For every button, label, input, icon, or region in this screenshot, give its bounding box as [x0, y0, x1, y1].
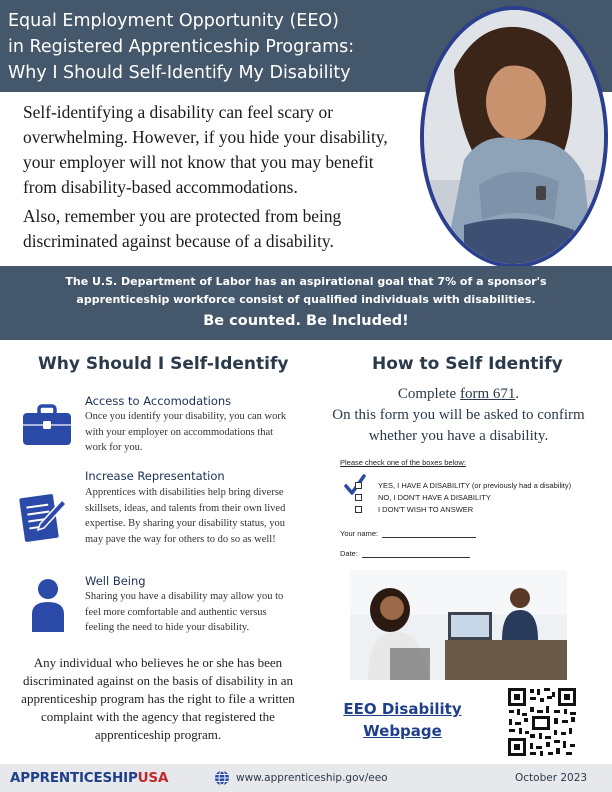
reason-title-well-being: Well Being [85, 574, 146, 588]
form-checkbox-no-answer [355, 506, 362, 513]
intro-paragraph-1: Self-identifying a disability can feel scary or overwhelming. However, if you hide your disability, your employer will not know that you may benefit from disability-based accommodations. [23, 102, 388, 197]
intro-text [23, 100, 408, 258]
form-option-no: NO, I DON'T HAVE A DISABILITY [378, 493, 491, 502]
goal-band [0, 266, 612, 340]
form-option-yes: YES, I HAVE A DISABILITY (or previously had a disability) [378, 481, 572, 490]
reason-title-accommodations: Access to Accomodations [85, 394, 232, 408]
form-name-label: Your name: [340, 529, 379, 538]
how-heading: How to Self Identify [372, 354, 563, 374]
form-option-no-answer: I DON'T WISH TO ANSWER [378, 505, 474, 514]
goal-slogan: Be counted. Be Included! [203, 313, 409, 329]
globe-icon [214, 770, 230, 786]
person-icon [30, 578, 66, 637]
reason-body-representation: Apprentices with disabilities help bring diverse skillsets, ideas, and talents from their own lived expertise. By sharing your disability status, you may pave the way for others to do so as well! [85, 487, 286, 545]
form-explanation: On this form you will be asked to confirm whether you have a disability. [332, 407, 585, 444]
eeo-link-line-2: Webpage [363, 722, 442, 740]
why-heading: Why Should I Self-Identify [38, 354, 289, 374]
form-name-line [382, 537, 476, 538]
qr-code[interactable] [506, 686, 578, 758]
title-line-1: Equal Employment Opportunity (EEO) [8, 11, 339, 31]
form-checkbox-no [355, 494, 362, 501]
form-671-link[interactable]: form 671 [459, 386, 516, 402]
document-pen-icon [18, 492, 68, 547]
goal-statement: The U.S. Department of Labor has an aspirational goal that 7% of a sponsor's apprenticeship workforce consist of qualified individuals with disabilities. [65, 275, 547, 306]
worried-woman-photo [420, 6, 608, 268]
footer-url-link[interactable]: www.apprenticeship.gov/eeo [236, 772, 388, 784]
complete-prefix: Complete [397, 386, 460, 402]
eeo-disability-webpage-link[interactable] [335, 698, 470, 742]
form-instruction: Please check one of the boxes below: [340, 458, 466, 467]
reason-body-accommodations: Once you identify your disability, you can work with your employer on accommodations that work for you. [85, 411, 287, 454]
how-instructions [325, 384, 592, 447]
eeo-link-line-1: EEO Disability [343, 700, 462, 718]
form-date-label: Date: [340, 549, 358, 558]
title-line-3: Why I Should Self-Identify My Disability [8, 63, 351, 83]
form-checkbox-yes [355, 482, 362, 489]
complete-form-line [325, 384, 592, 405]
footer [0, 764, 612, 792]
office-workers-photo [350, 570, 567, 680]
intro-paragraph-2: Also, remember you are protected from being discriminated against because of a disability. [23, 206, 342, 251]
brand-part-2: USA [137, 770, 169, 786]
complete-suffix: . [515, 386, 520, 402]
briefcase-icon [22, 404, 72, 451]
complaint-rights-text: Any individual who believes he or she has been discriminated against on the basis of disability in an apprenticeship program has the right to file a written complaint with the agency that registered the apprenticeship program. [21, 655, 295, 742]
office-illustration [350, 570, 567, 680]
brand-part-1: APPRENTICESHIP [10, 770, 138, 786]
form-date-line [362, 557, 470, 558]
reason-body-well-being: Sharing you have a disability may allow you to feel more comfortable and authentic versus feeling the need to hide your disability. [85, 591, 284, 634]
title-line-2: in Registered Apprenticeship Programs: [8, 37, 355, 57]
footer-date: October 2023 [515, 772, 588, 784]
woman-illustration [424, 10, 604, 264]
page-title [8, 8, 403, 86]
apprenticeship-usa-logo [10, 770, 168, 786]
reason-title-representation: Increase Representation [85, 469, 225, 483]
